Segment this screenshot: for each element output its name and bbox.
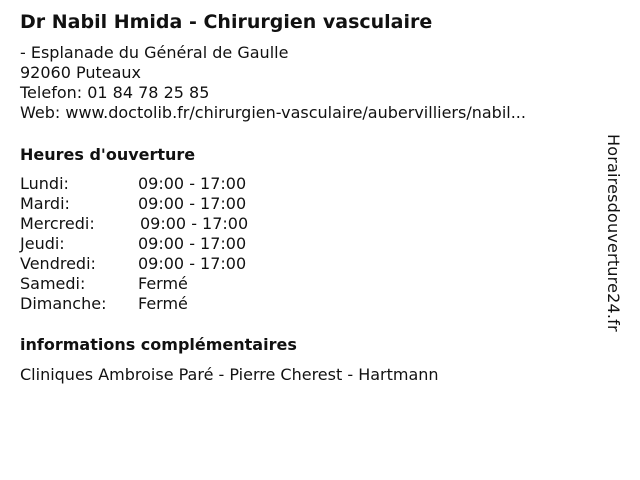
additional-info-text: Cliniques Ambroise Paré - Pierre Cherest - Hartmann bbox=[20, 365, 439, 384]
day-label: Samedi: bbox=[20, 274, 86, 293]
additional-info-heading: informations complémentaires bbox=[20, 335, 297, 354]
city-postal: 92060 Puteaux bbox=[20, 63, 142, 82]
day-label: Jeudi: bbox=[20, 234, 65, 253]
day-label: Mercredi: bbox=[20, 214, 95, 233]
page-title: Dr Nabil Hmida - Chirurgien vasculaire bbox=[20, 11, 433, 33]
time-value: Fermé bbox=[138, 294, 188, 313]
time-value: 09:00 - 17:00 bbox=[140, 214, 249, 233]
time-value: 09:00 - 17:00 bbox=[138, 234, 247, 253]
day-label: Lundi: bbox=[20, 174, 69, 193]
time-value: 09:00 - 17:00 bbox=[138, 254, 247, 273]
time-value: 09:00 - 17:00 bbox=[138, 194, 247, 213]
address-block bbox=[20, 43, 526, 123]
opening-hours-heading: Heures d'ouverture bbox=[20, 145, 196, 164]
day-label: Dimanche: bbox=[20, 294, 107, 313]
site-brand-vertical: Horairesdouverture24.fr bbox=[604, 134, 623, 332]
street-address: - Esplanade du Général de Gaulle bbox=[20, 43, 289, 62]
time-value: 09:00 - 17:00 bbox=[138, 174, 247, 193]
time-value: Fermé bbox=[138, 274, 188, 293]
website-link: Web: www.doctolib.fr/chirurgien-vasculaire/aubervilliers/nabil... bbox=[20, 103, 526, 122]
phone-number: Telefon: 01 84 78 25 85 bbox=[20, 83, 210, 102]
day-label: Vendredi: bbox=[20, 254, 96, 273]
day-label: Mardi: bbox=[20, 194, 70, 213]
